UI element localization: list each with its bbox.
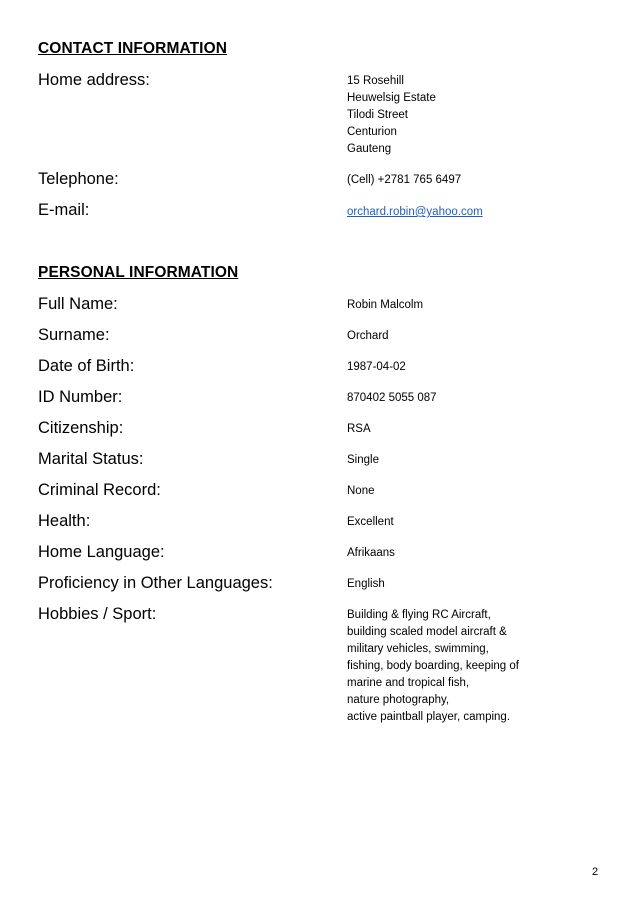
email-link[interactable]: orchard.robin@yahoo.com (347, 206, 483, 218)
full-name-value: Robin Malcolm (347, 299, 424, 311)
address-line: Centurion (347, 126, 397, 138)
telephone-label: Telephone: (38, 170, 119, 188)
date-of-birth-label: Date of Birth: (38, 357, 135, 375)
citizenship-value: RSA (347, 423, 371, 435)
address-line: 15 Rosehill (347, 75, 404, 87)
hobbies-line: nature photography, (347, 694, 450, 706)
health-value: Excellent (347, 516, 394, 528)
address-line: Tilodi Street (347, 109, 408, 121)
hobbies-line: building scaled model aircraft & (347, 626, 507, 638)
hobbies-line: marine and tropical fish, (347, 677, 470, 689)
address-line: Gauteng (347, 143, 392, 155)
hobbies-value (347, 607, 519, 726)
email-label: E-mail: (38, 201, 90, 219)
personal-information-heading: PERSONAL INFORMATION (38, 264, 239, 281)
surname-label: Surname: (38, 326, 110, 344)
hobbies-line: active paintball player, camping. (347, 711, 511, 723)
home-language-value: Afrikaans (347, 547, 395, 559)
home-address-value (347, 73, 436, 158)
id-number-value: 870402 5055 087 (347, 392, 437, 404)
criminal-record-label: Criminal Record: (38, 481, 161, 499)
hobbies-label: Hobbies / Sport: (38, 605, 157, 623)
hobbies-line: Building & flying RC Aircraft, (347, 609, 491, 621)
surname-value: Orchard (347, 330, 389, 342)
marital-status-label: Marital Status: (38, 450, 144, 468)
home-address-label: Home address: (38, 71, 150, 89)
hobbies-line: military vehicles, swimming, (347, 643, 489, 655)
telephone-value: (Cell) +2781 765 6497 (347, 174, 462, 186)
contact-information-heading: CONTACT INFORMATION (38, 40, 228, 57)
id-number-label: ID Number: (38, 388, 123, 406)
page-number: 2 (592, 866, 599, 878)
citizenship-label: Citizenship: (38, 419, 124, 437)
hobbies-line: fishing, body boarding, keeping of (347, 660, 519, 672)
full-name-label: Full Name: (38, 295, 118, 313)
other-languages-label: Proficiency in Other Languages: (38, 574, 273, 592)
marital-status-value: Single (347, 454, 379, 466)
address-line: Heuwelsig Estate (347, 92, 436, 104)
date-of-birth-value: 1987-04-02 (347, 361, 406, 373)
health-label: Health: (38, 512, 91, 530)
criminal-record-value: None (347, 485, 375, 497)
home-language-label: Home Language: (38, 543, 165, 561)
other-languages-value: English (347, 578, 385, 590)
